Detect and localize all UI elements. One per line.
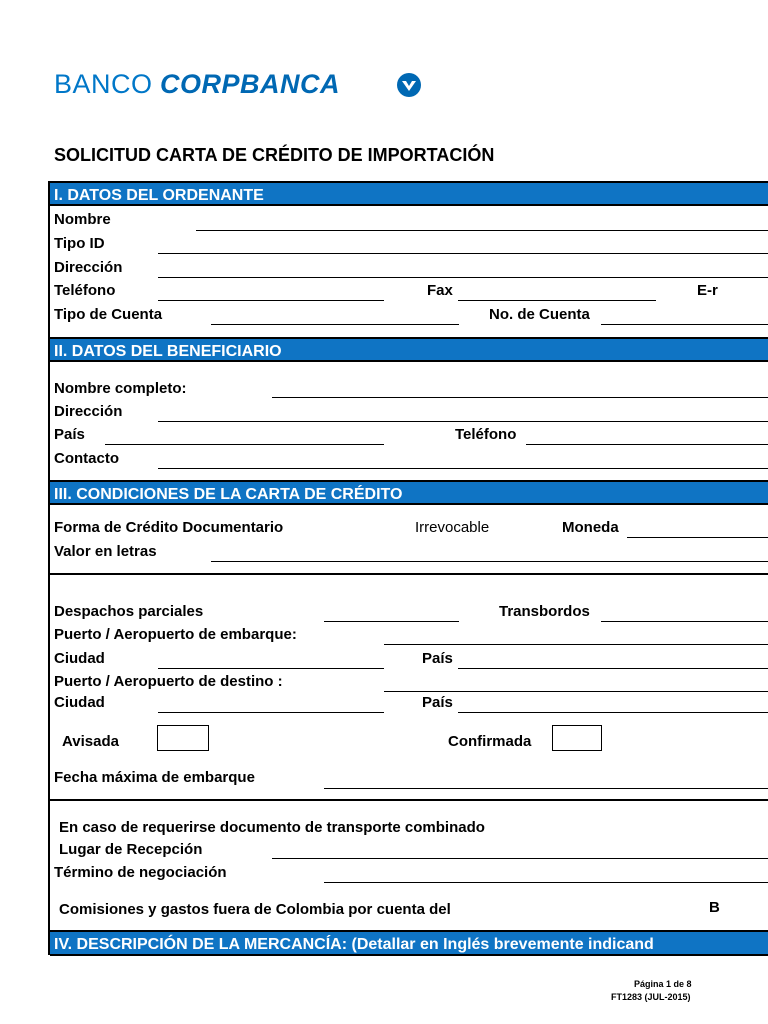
section-divider: [50, 799, 768, 801]
field-transbordos[interactable]: [601, 621, 768, 622]
field-nombre-completo[interactable]: [272, 397, 768, 398]
label-ciudad-destino: Ciudad: [54, 694, 105, 711]
field-direccion-beneficiario[interactable]: [158, 421, 768, 422]
field-pais-embarque[interactable]: [458, 668, 768, 669]
label-transbordos: Transbordos: [499, 603, 590, 620]
label-comisiones: Comisiones y gastos fuera de Colombia por cuenta del: [59, 901, 451, 918]
label-no-cuenta: No. de Cuenta: [489, 306, 590, 323]
field-pais-destino[interactable]: [458, 712, 768, 713]
field-telefono-ordenante[interactable]: [158, 300, 384, 301]
field-valor-letras[interactable]: [211, 561, 768, 562]
label-telefono-ordenante: Teléfono: [54, 282, 116, 299]
section-header-condiciones: III. CONDICIONES DE LA CARTA DE CRÉDITO: [50, 480, 768, 505]
field-puerto-destino[interactable]: [384, 691, 768, 692]
label-avisada: Avisada: [62, 733, 119, 750]
field-tipo-cuenta[interactable]: [211, 324, 459, 325]
field-pais-beneficiario[interactable]: [105, 444, 384, 445]
section-header-mercancia: IV. DESCRIPCIÓN DE LA MERCANCÍA: (Detallar en Inglés brevemente indicand: [50, 930, 768, 956]
label-email: E-r: [697, 282, 718, 299]
value-irrevocable: Irrevocable: [415, 519, 490, 536]
field-puerto-embarque[interactable]: [384, 644, 768, 645]
checkbox-avisada[interactable]: [157, 725, 209, 751]
label-moneda: Moneda: [562, 519, 619, 536]
bank-name-prefix: BANCO: [54, 69, 153, 99]
label-pais-beneficiario: País: [54, 426, 85, 443]
label-contacto: Contacto: [54, 450, 119, 467]
label-despachos-parciales: Despachos parciales: [54, 603, 204, 620]
label-puerto-embarque: Puerto / Aeropuerto de embarque:: [54, 626, 297, 643]
section-header-beneficiario: II. DATOS DEL BENEFICIARIO: [50, 337, 768, 362]
field-moneda[interactable]: [627, 537, 768, 538]
bank-logo: [54, 68, 340, 100]
label-valor-letras: Valor en letras: [54, 543, 157, 560]
field-fecha-maxima[interactable]: [324, 788, 768, 789]
field-fax[interactable]: [458, 300, 656, 301]
field-tipo-id[interactable]: [158, 253, 768, 254]
field-ciudad-embarque[interactable]: [158, 668, 384, 669]
label-pais-embarque: País: [422, 650, 453, 667]
label-pais-destino: País: [422, 694, 453, 711]
label-direccion-ordenante: Dirección: [54, 259, 123, 276]
section-header-ordenante: I. DATOS DEL ORDENANTE: [50, 181, 768, 206]
field-despachos-parciales[interactable]: [324, 621, 459, 622]
page-number: Página 1 de 8: [634, 979, 692, 989]
label-lugar-recepcion: Lugar de Recepción: [59, 841, 203, 858]
field-telefono-beneficiario[interactable]: [526, 444, 768, 445]
label-termino-negociacion: Término de negociación: [54, 864, 227, 881]
field-no-cuenta[interactable]: [601, 324, 768, 325]
label-transporte-combinado: En caso de requerirse documento de transporte combinado: [59, 819, 485, 836]
chevron-down-circle-icon: [394, 70, 424, 100]
label-nombre: Nombre: [54, 211, 111, 228]
field-direccion-ordenante[interactable]: [158, 277, 768, 278]
label-tipo-id: Tipo ID: [54, 235, 105, 252]
label-ciudad-embarque: Ciudad: [54, 650, 105, 667]
label-direccion-beneficiario: Dirección: [54, 403, 123, 420]
label-comisiones-cut: B: [709, 899, 720, 916]
checkbox-confirmada[interactable]: [552, 725, 602, 751]
label-puerto-destino: Puerto / Aeropuerto de destino :: [54, 673, 283, 690]
field-ciudad-destino[interactable]: [158, 712, 384, 713]
document-title: SOLICITUD CARTA DE CRÉDITO DE IMPORTACIÓN: [54, 145, 495, 165]
form-code: FT1283 (JUL-2015): [611, 992, 691, 1002]
form-frame: [48, 181, 768, 955]
label-forma-credito: Forma de Crédito Documentario: [54, 519, 284, 536]
label-fecha-maxima: Fecha máxima de embarque: [54, 769, 255, 786]
label-confirmada: Confirmada: [448, 733, 532, 750]
label-nombre-completo: Nombre completo:: [54, 380, 187, 397]
field-contacto[interactable]: [158, 468, 768, 469]
label-tipo-cuenta: Tipo de Cuenta: [54, 306, 163, 323]
section-divider: [50, 573, 768, 575]
bank-name: CORPBANCA: [160, 69, 341, 99]
field-lugar-recepcion[interactable]: [272, 858, 768, 859]
label-fax: Fax: [427, 282, 453, 299]
field-termino-negociacion[interactable]: [324, 882, 768, 883]
label-telefono-beneficiario: Teléfono: [455, 426, 517, 443]
field-nombre[interactable]: [196, 230, 768, 231]
